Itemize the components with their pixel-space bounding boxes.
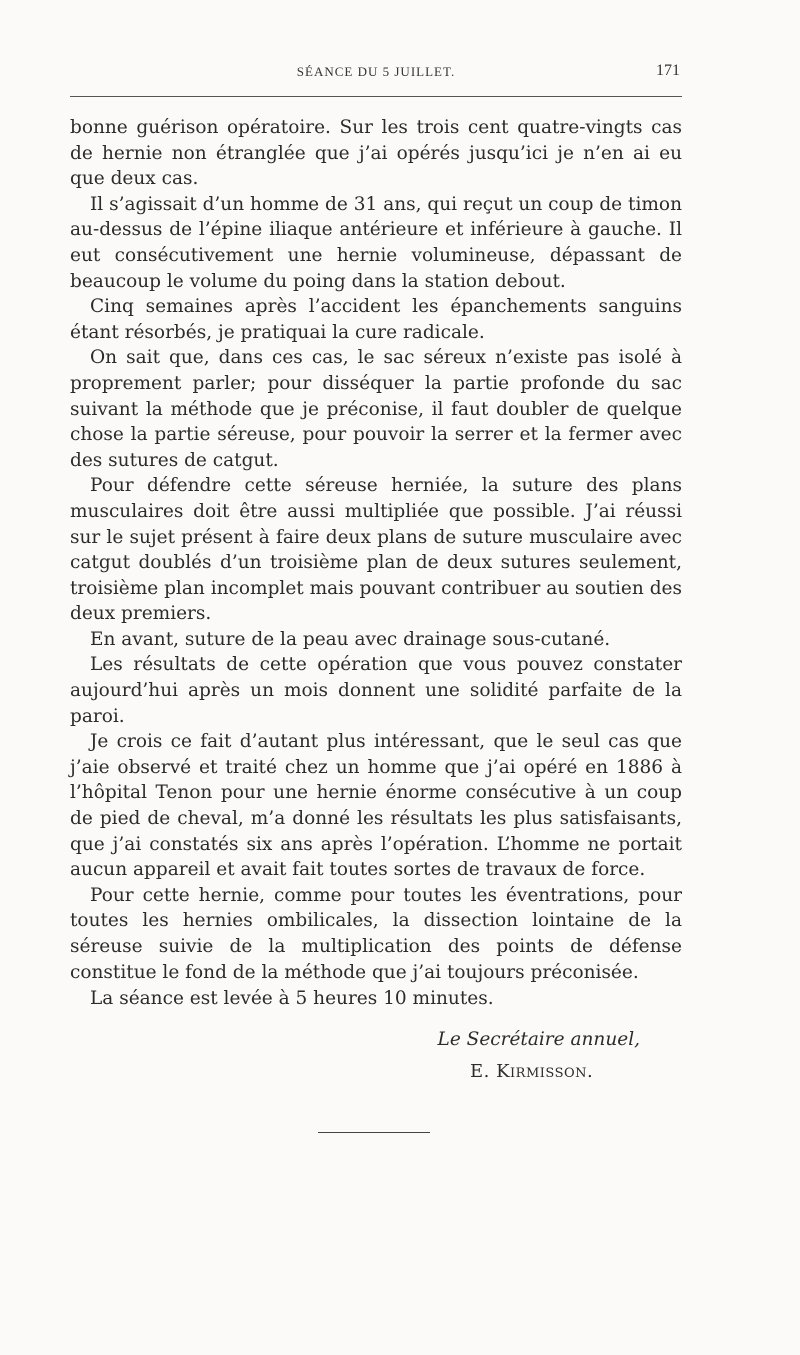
paragraph: On sait que, dans ces cas, le sac séreux n’existe pas isolé à proprement parler; pour disséquer la partie profonde du sac suivant la méthode que je préconise, il faut doubler de quelque chose la partie séreuse, pour pouvoir la serrer et la fermer avec des sutures de catgut. (70, 347, 682, 471)
paragraph: Je crois ce fait d’autant plus intéressant, que le seul cas que j’aie observé et traité chez un homme que j’ai opéré en 1886 à l’hôpital Tenon pour une hernie énorme consécutive à un coup de pied de cheval, m’a donné les résultats les plus satisfaisants, que j’ai constatés six ans après l’opération. L’homme ne portait aucun appareil et avait fait toutes sortes de travaux de force. (70, 731, 682, 881)
paragraph: En avant, suture de la peau avec drainage sous-cutané. (90, 628, 611, 650)
running-head (70, 64, 682, 86)
paragraph: Pour cette hernie, comme pour toutes les éventrations, pour toutes les hernies ombilicales, la dissection lointaine de la séreuse suivie de la multiplication des points de défense constitue le fond de la méthode que j’ai toujours préconisée. (70, 884, 682, 983)
body-text (70, 115, 682, 985)
page-number: 171 (656, 62, 680, 79)
header-rule (70, 96, 682, 97)
paragraph: Pour défendre cette séreuse herniée, la suture des plans musculaires doit être aussi multipliée que possible. J’ai réussi sur le sujet présent à faire deux plans de suture musculaire avec catgut doublés d’un troisième plan de deux sutures seulement, troisième plan incomplet mais pouvant contribuer au soutien des deux premiers. (70, 475, 682, 625)
running-title: SÉANCE DU 5 JUILLET. (296, 64, 456, 79)
paragraph: Cinq semaines après l’accident les épanchements sanguins étant résorbés, je pratiquai la cure radicale. (70, 296, 682, 343)
paragraph: bonne guérison opératoire. Sur les trois cent quatre-vingts cas de hernie non étranglée que j’ai opérés jusqu’ici je n’en ai eu que deux cas. (70, 117, 682, 190)
paragraph: Les résultats de cette opération que vous pouvez constater aujourd’hui après un mois donnent une solidité parfaite de la paroi. (70, 654, 682, 727)
paragraph: Il s’agissait d’un homme de 31 ans, qui reçut un coup de timon au-dessus de l’épine iliaque antérieure et inférieure à gauche. Il eut consécutivement une hernie volumineuse, dépassant de beaucoup le volume du poing dans la station debout. (70, 193, 682, 292)
signature-name: E. Kirmisson. (470, 1061, 594, 1082)
end-rule (318, 1132, 430, 1133)
closing-line: La séance est levée à 5 heures 10 minutes. (90, 988, 494, 1009)
signature-title: Le Secrétaire annuel, (437, 1029, 640, 1050)
